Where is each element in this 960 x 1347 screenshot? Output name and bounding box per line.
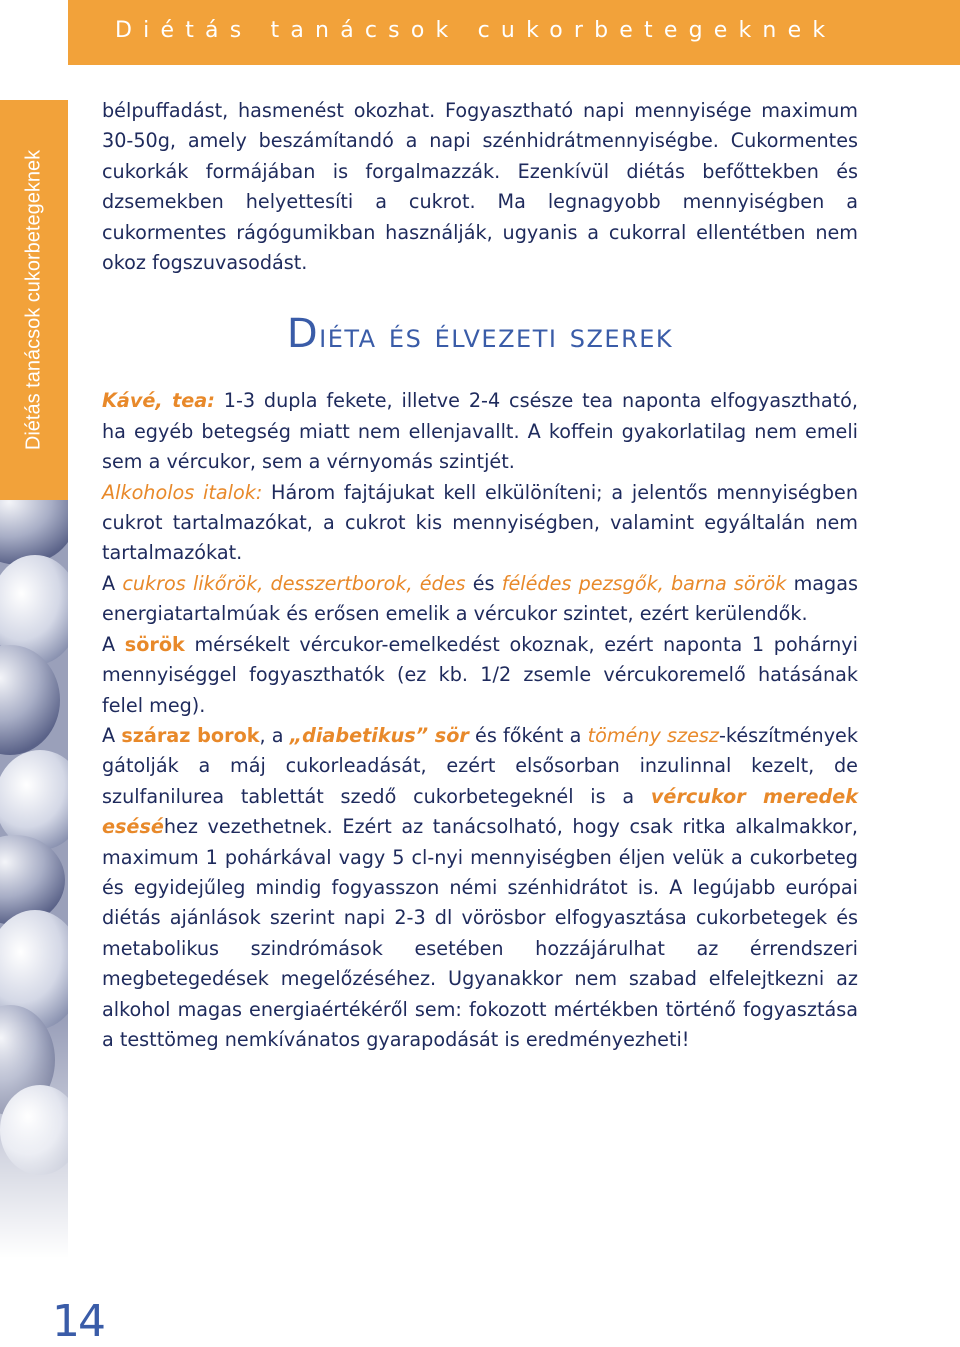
dry-pre: A (102, 723, 122, 747)
dry-term-3: tömény szesz (587, 723, 719, 747)
alcohol-text: Három fajtájukat kell elkülöníteni; a jelentős mennyiségben cukrot tartalmazókat, a cukrot kis mennyiségben, valamint egyáltalán nem tartalmazókat. (102, 480, 858, 565)
dry-t4: hez vezethetnek. Ezért az tanácsolható, hogy csak ritka alkalmakkor, maximum 1 pohárkával vagy 5 cl-nyi mennyiségben éljen velük a cukorbeteg és egyidejűleg mindig fogyasszon némi szénhidrátot is. A legújabb európai diétás ajánlások szerint napi 2-3 dl vörösbor elfogyasztása cukorbetegek és metabolikus szindrómások esetében hozzájárulhat az érrendszeri megbetegedések megelőzéséhez. Ugyanakkor nem szabad elfelejtkezni az alkohol magas energiaértékéről sem: fokozott mértékben történő fogyasztása a testtömeg nemkívánatos gyarapodását is eredményezheti! (102, 815, 858, 1051)
dry-term-1: száraz borok (121, 723, 260, 747)
fruit-illustration (0, 500, 68, 1258)
header-title: Diétás tanácsok cukorbetegeknek (115, 18, 837, 43)
section-heading (102, 311, 858, 358)
dry-term-2: „diabetikus” sör (289, 723, 469, 747)
dry-paragraph (102, 721, 858, 1055)
beer-post: mérsékelt vércukor-emelkedést okoznak, ezért naponta 1 pohárnyi mennyiséggel fogyaszthatók (ez kb. 1/2 zsemle vércukoremelő hatásának felel meg). (102, 632, 858, 717)
dry-t3: -készítmények gátolják a máj cukorleadását, ezért elsősorban inzulinnal kezelt, de szulfanilurea tablettát szedő cukorbetegeknél is a (102, 723, 858, 808)
sidebar-top (0, 0, 68, 100)
sweet-paragraph (102, 569, 858, 630)
sweet-mid: és (465, 571, 502, 595)
sweet-pre: A (102, 571, 123, 595)
sidebar-label: Diétás tanácsok cukorbetegeknek (22, 149, 45, 451)
beer-paragraph (102, 630, 858, 721)
alcohol-paragraph (102, 478, 858, 569)
coffee-term: Kávé, tea: (102, 389, 215, 413)
sweet-term-1: cukros likőrök, desszertborok, édes (122, 571, 466, 595)
coffee-paragraph (102, 386, 858, 477)
heading-initial: D (286, 311, 320, 358)
sweet-term-2: félédes pezsgők, barna sörök (501, 571, 787, 595)
article-body (102, 96, 858, 1055)
page-number: 14 (52, 1296, 104, 1347)
coffee-text: 1-3 dupla fekete, illetve 2-4 csésze tea naponta elfogyasztható, ha egyéb betegség miatt nem ellenjavallt. A koffein gyakorlatilag nem emeli sem a vércukor, sem a vérnyomás szintjét. (102, 389, 858, 474)
sweet-post: magas energiatartalmúak és erősen emelik a vércukor szintet, ezért kerülendők. (102, 571, 858, 626)
intro-paragraph: bélpuffadást, hasmenést okozhat. Fogyasztható napi mennyisége maximum 30-50g, amely beszámítandó a napi szénhidrátmennyiségbe. Cukormentes cukorkák formájában is forgalmazzák. Ezenkívül diétás befőttekben és dzsemekben helyettesíti a cukrot. Ma legnagyobb mennyiségben a cukormentes rágógumikban használják, ugyanis a cukorral ellentétben nem okoz fogszuvasodást. (102, 99, 858, 275)
alcohol-term: Alkoholos italok: (102, 480, 263, 504)
dry-t1: , a (259, 723, 290, 747)
dry-term-4: vércukor meredek esésé (102, 784, 858, 839)
beer-term: sörök (124, 632, 185, 656)
heading-rest: iéta és élvezeti szerek (319, 316, 674, 357)
beer-pre: A (102, 632, 125, 656)
dry-t2: és főként a (468, 723, 588, 747)
